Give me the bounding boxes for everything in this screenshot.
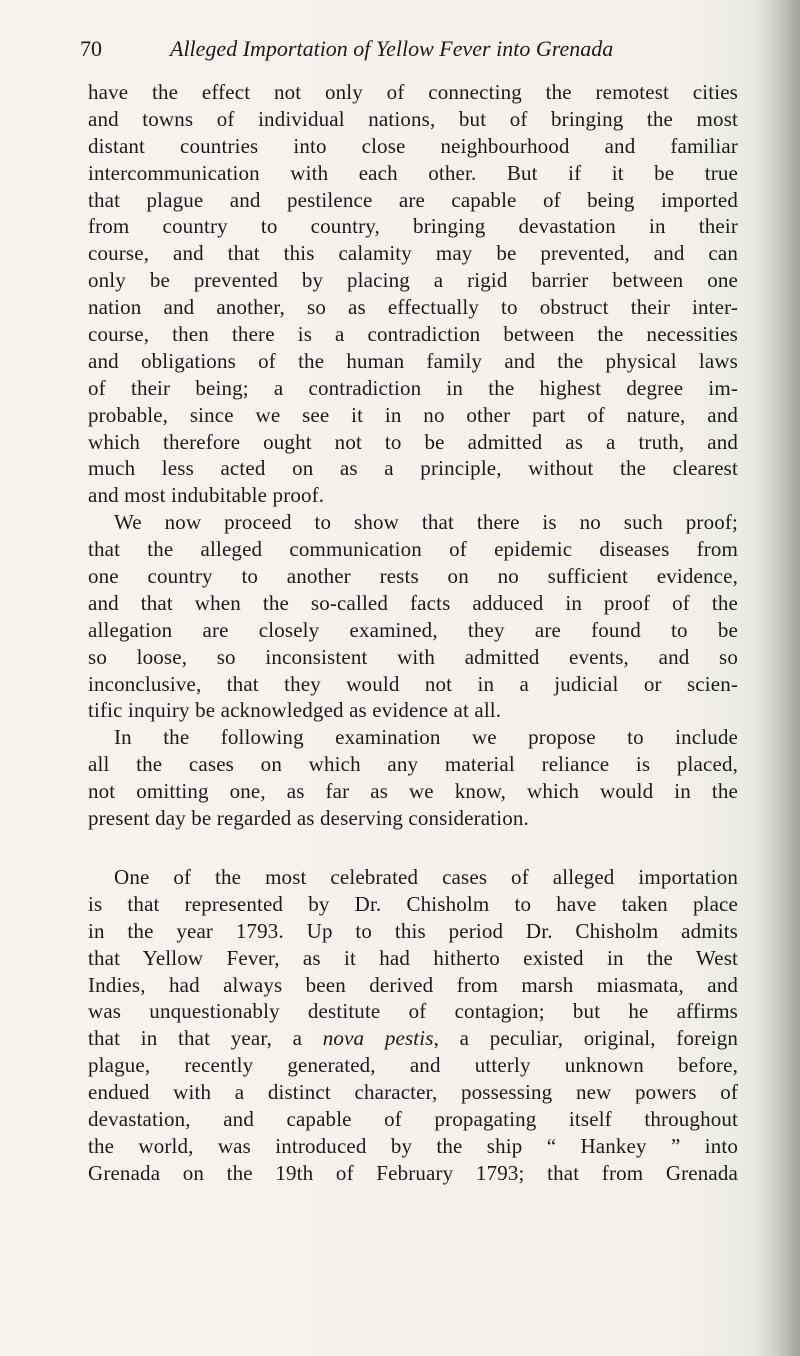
text-line: only be prevented by placing a rigid barrier between one — [88, 268, 738, 293]
text-line: and towns of individual nations, but of bringing the most — [88, 106, 738, 131]
text-line: nation and another, so as effectually to obstruct their inter- — [88, 295, 738, 320]
page-number: 70 — [80, 36, 102, 61]
text-line: of their being; a contradiction in the highest degree im- — [88, 375, 738, 400]
text-line: course, and that this calamity may be prevented, and can — [88, 241, 738, 266]
text-line: that the alleged communication of epidemic diseases from — [88, 537, 738, 562]
text-line: much less acted on as a principle, without the clearest — [88, 456, 738, 481]
text-line: so loose, so inconsistent with admitted events, and so — [88, 644, 738, 669]
text-line: One of the most celebrated cases of alleged importation — [114, 864, 738, 889]
paragraph — [88, 724, 738, 832]
text-line: was unquestionably destitute of contagion; but he affirms — [88, 999, 738, 1024]
text-line: tific inquiry be acknowledged as evidence at all. — [88, 698, 502, 723]
text-line: probable, since we see it in no other part of nature, and — [88, 402, 738, 427]
text-line: allegation are closely examined, they are found to be — [88, 617, 738, 642]
text-line: have the effect not only of connecting the remotest cities — [88, 80, 738, 104]
text-line: all the cases on which any material reliance is placed, — [88, 752, 738, 777]
page-edge-shadow — [758, 0, 800, 1356]
text-line: one country to another rests on no sufficient evidence, — [88, 564, 738, 589]
text-line: that plague and pestilence are capable of being imported — [88, 187, 738, 212]
text-line: inconclusive, that they would not in a judicial or scien- — [88, 671, 738, 696]
text-line: plague, recently generated, and utterly unknown before, — [88, 1053, 738, 1078]
text-line: devastation, and capable of propagating itself throughout — [88, 1106, 738, 1131]
text-line: and most indubitable proof. — [88, 483, 325, 508]
paragraph — [88, 79, 738, 509]
text-line: that Yellow Fever, as it had hitherto existed in the West — [88, 945, 738, 970]
text-line: which therefore ought not to be admitted as a truth, and — [88, 429, 738, 454]
paragraph — [88, 864, 738, 1187]
text-line: the world, was introduced by the ship “ Hankey ” into — [88, 1133, 738, 1158]
text-line: present day be regarded as deserving consideration. — [88, 806, 529, 831]
text-line: is that represented by Dr. Chisholm to have taken place — [88, 891, 738, 916]
text-line: that in that year, a nova pestis, a peculiar, original, foreign — [88, 1026, 738, 1051]
text-line: In the following examination we propose to include — [114, 725, 738, 750]
text-line: course, then there is a contradiction between the necessities — [88, 322, 738, 347]
text-line: endued with a distinct character, possessing new powers of — [88, 1080, 738, 1105]
text-line: not omitting one, as far as we know, which would in the — [88, 779, 738, 804]
text-line: in the year 1793. Up to this period Dr. Chisholm admits — [88, 918, 738, 943]
text-line: distant countries into close neighbourhood and familiar — [88, 133, 738, 158]
text-line: and obligations of the human family and the physical laws — [88, 348, 738, 373]
body-text — [88, 79, 738, 1187]
page-header — [80, 34, 720, 64]
latin-phrase: nova pestis — [322, 1026, 434, 1051]
text-line: We now proceed to show that there is no such proof; — [114, 510, 738, 535]
text-line: from country to country, bringing devastation in their — [88, 214, 738, 239]
text-line: and that when the so-called facts adduced in proof of the — [88, 590, 738, 615]
running-title: Alleged Importation of Yellow Fever into Grenada — [170, 36, 614, 61]
text-line: Indies, had always been derived from marsh miasmata, and — [88, 972, 738, 997]
text-line: intercommunication with each other. But if it be true — [88, 160, 738, 185]
section-gap — [88, 832, 738, 864]
text-line: Grenada on the 19th of February 1793; that from Grenada — [88, 1160, 738, 1185]
paragraph — [88, 509, 738, 724]
